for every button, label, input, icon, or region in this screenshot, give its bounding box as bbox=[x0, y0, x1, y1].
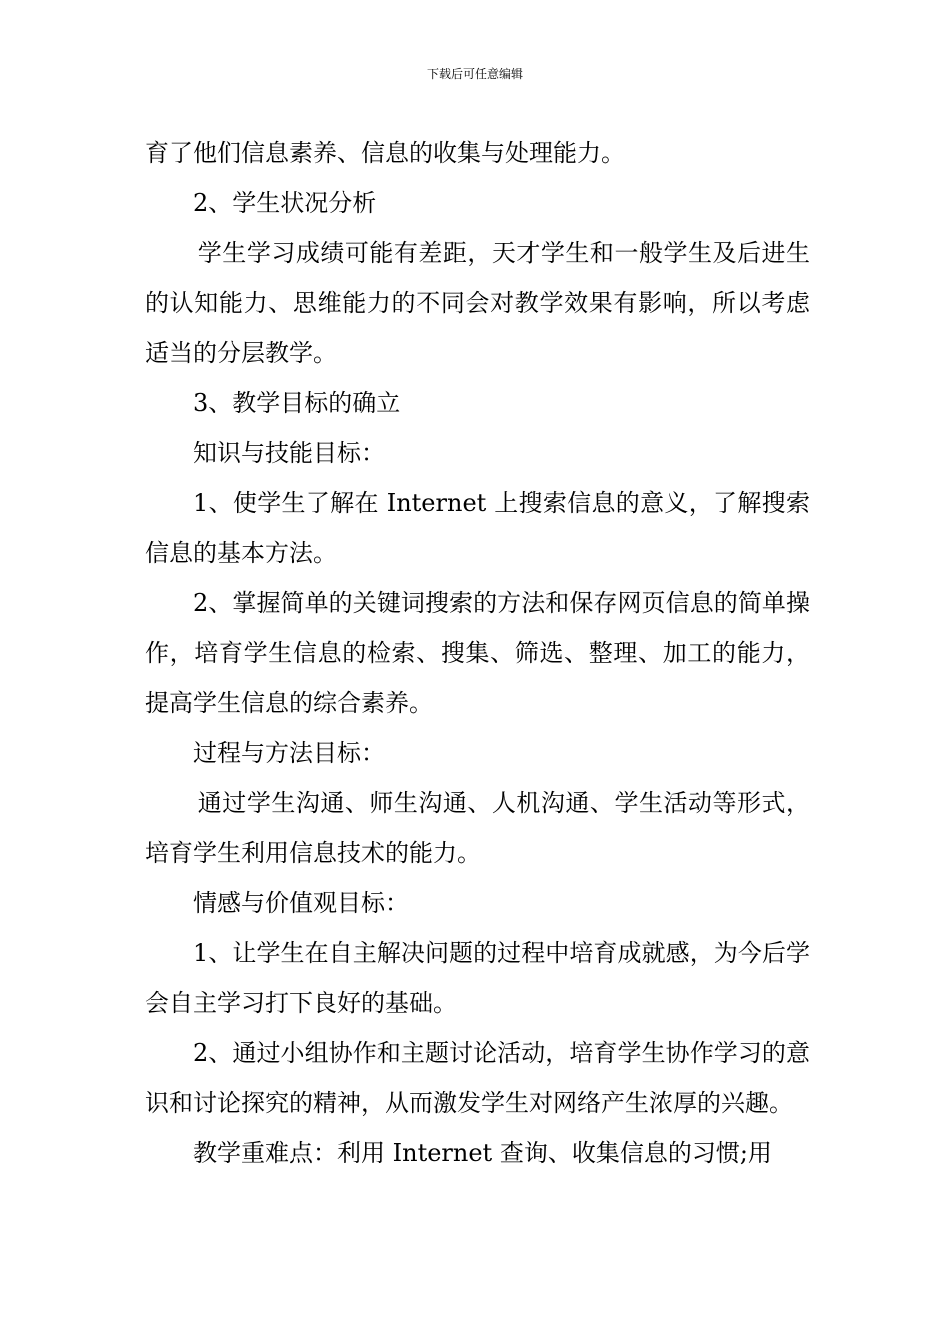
paragraph-12: 2、通过小组协作和主题讨论活动，培育学生协作学习的意识和讨论探究的精神，从而激发学生对网络产生浓厚的兴趣。 bbox=[145, 1039, 810, 1117]
paragraph-2: 2、学生状况分析 bbox=[193, 189, 377, 217]
paragraph-9: 通过学生沟通、师生沟通、人机沟通、学生活动等形式，培育学生利用信息技术的能力。 bbox=[145, 789, 810, 867]
paragraph-8: 过程与方法目标： bbox=[193, 739, 385, 767]
paragraph-3: 学生学习成绩可能有差距，天才学生和一般学生及后进生的认知能力、思维能力的不同会对教学效果有影响，所以考虑适当的分层教学。 bbox=[145, 239, 810, 367]
paragraph-5: 知识与技能目标： bbox=[193, 439, 385, 467]
paragraph-11: 1、让学生在自主解决问题的过程中培育成就感，为今后学会自主学习打下良好的基础。 bbox=[145, 939, 810, 1017]
paragraph-1: 育了他们信息素养、信息的收集与处理能力。 bbox=[145, 139, 625, 167]
page-header-note: 下载后可任意编辑 bbox=[426, 67, 523, 81]
paragraph-7: 2、掌握简单的关键词搜索的方法和保存网页信息的简单操作，培育学生信息的检索、搜集、筛选、整理、加工的能力，提高学生信息的综合素养。 bbox=[145, 589, 810, 717]
paragraph-6: 1、使学生了解在 Internet 上搜索信息的意义，了解搜索信息的基本方法。 bbox=[145, 489, 810, 567]
paragraph-10: 情感与价值观目标： bbox=[193, 889, 409, 917]
paragraph-4: 3、教学目标的确立 bbox=[193, 389, 401, 417]
paragraph-13: 教学重难点：利用 Internet 查询、收集信息的习惯;用 bbox=[193, 1139, 772, 1167]
document-body bbox=[145, 128, 810, 1178]
